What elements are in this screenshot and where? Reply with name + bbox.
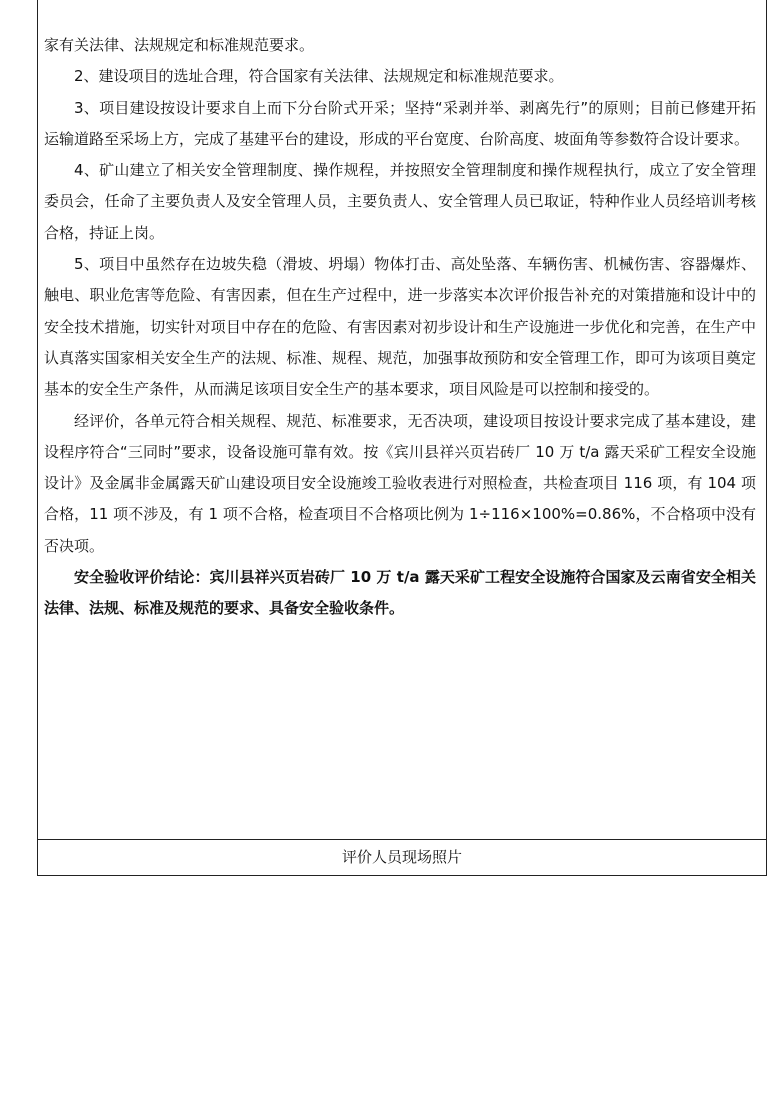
paragraph-site-selection: 2、建设项目的选址合理，符合国家有关法律、法规规定和标准规范要求。 [74, 67, 564, 86]
paragraph-safety-management: 4、矿山建立了相关安全管理制度、操作规程，并按照安全管理制度和操作规程执行，成立了安全管理委员会，任命了主要负责人及安全管理人员，主要负责人、安全管理人员已取证，特种作业人员经培训考核合格，持证上岗。 [44, 161, 756, 242]
paragraph-mining-method: 3、项目建设按设计要求自上而下分台阶式开采；坚持“采剥并举、剥离先行”的原则；目前已修建开拓运输道路至采场上方，完成了基建平台的建设，形成的平台宽度、台阶高度、坡面角等参数符合设计要求。 [44, 98, 756, 148]
paragraph-hazard-factors: 5、项目中虽然存在边坡失稳（滑坡、坍塌）物体打击、高处坠落、车辆伤害、机械伤害、容器爆炸、触电、职业危害等危险、有害因素，但在生产过程中，进一步落实本次评价报告补充的对策措施和设计中的安全技术措施，切实针对项目中存在的危险、有害因素对初步设计和生产设施进一步优化和完善，在生产中认真落实国家相关安全生产的法规、标准、规程、规范，加强事故预防和安全管理工作，即可为该项目奠定基本的安全生产条件，从而满足该项目安全生产的基本要求，项目风险是可以控制和接受的。 [44, 255, 756, 399]
evaluation-text-cell [38, 0, 766, 840]
paragraph-evaluation-summary: 经评价，各单元符合相关规程、规范、标准要求，无否决项，建设项目按设计要求完成了基本建设，建设程序符合“三同时”要求，设备设施可靠有效。按《宾川县祥兴页岩砖厂 10 万 t/a 露天采矿工程安全设施设计》及金属非金属露天矿山建设项目安全设施竣工验收表进行对照检查，共检查项目 116 项，有 104 项合格，11 项不涉及，有 1 项不合格，检查项目不合格项比例为 1÷116×100%=0.86%，不合格项中没有否决项。 [44, 411, 756, 555]
photo-section-caption: 评价人员现场照片 [341, 848, 462, 866]
evaluation-text [44, 30, 756, 625]
paragraph-conclusion: 安全验收评价结论：宾川县祥兴页岩砖厂 10 万 t/a 露天采矿工程安全设施符合国家及云南省安全相关法律、法规、标准及规范的要求、具备安全验收条件。 [44, 568, 756, 618]
document-table [37, 0, 767, 876]
paragraph-continuation: 家有关法律、法规规定和标准规范要求。 [44, 36, 315, 54]
